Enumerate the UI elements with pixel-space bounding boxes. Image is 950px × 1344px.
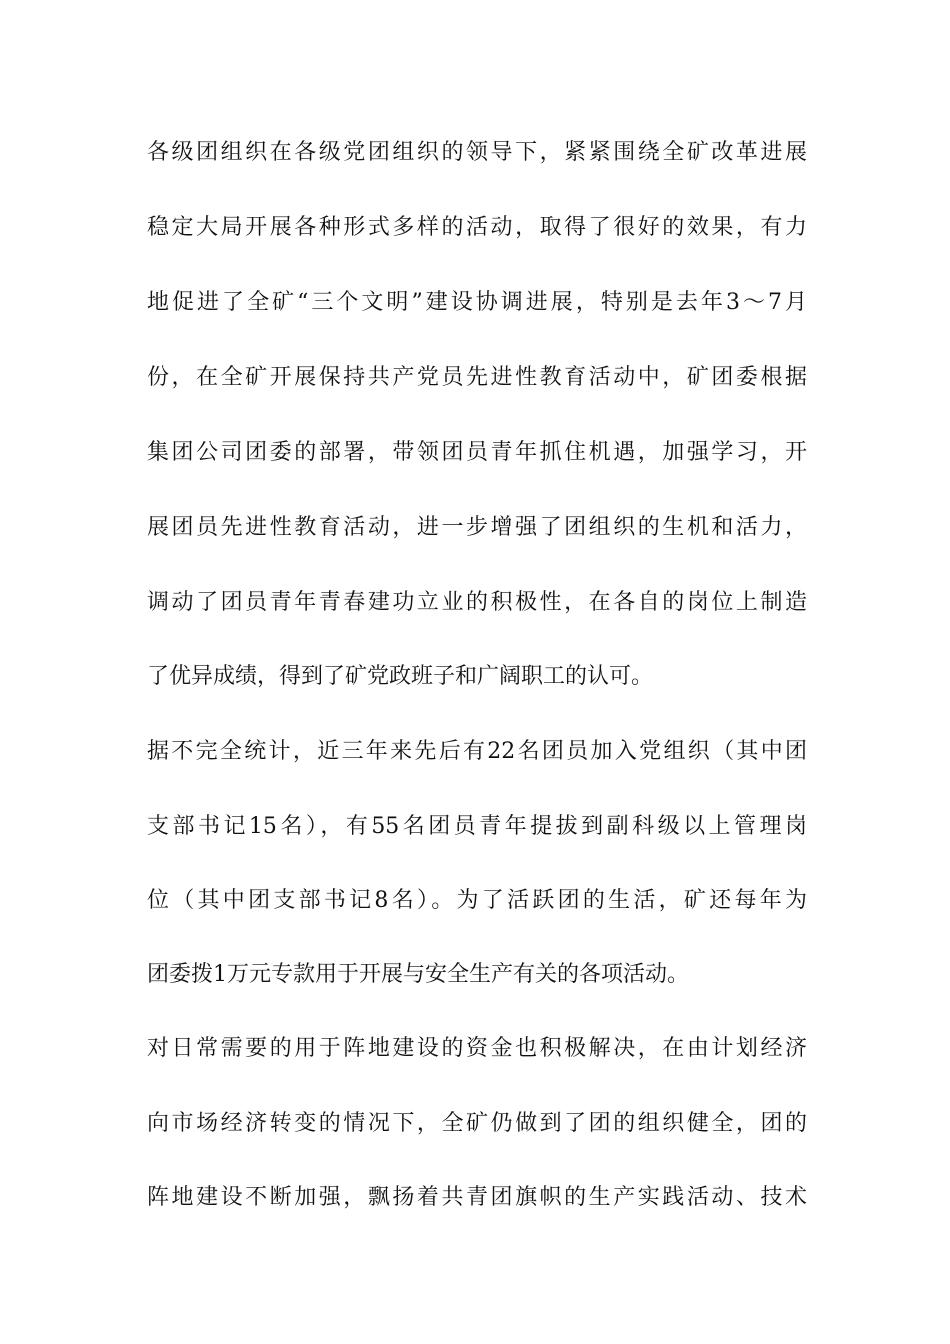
text-line: 份，在全矿开展保持共产党员先进性教育活动中，矿团委根据: [147, 365, 807, 390]
text-line: 阵地建设不断加强，飘扬着共青团旗帜的生产实践活动、技术: [147, 1185, 807, 1210]
text-line: 向市场经济转变的情况下，全矿仍做到了团的组织健全，团的: [147, 1111, 807, 1136]
text-line: 展团员先进性教育活动，进一步增强了团组织的生机和活力，: [147, 515, 807, 540]
text-line: 集团公司团委的部署，带领团员青年抓住机遇，加强学习，开: [147, 440, 807, 465]
text-line: 地促进了全矿“三个文明”建设协调进展，特别是去年3～7月: [147, 290, 807, 315]
text-line: 各级团组织在各级党团组织的领导下，紧紧围绕全矿改革进展: [147, 140, 807, 165]
text-line: 对日常需要的用于阵地建设的资金也积极解决，在由计划经济: [147, 1036, 807, 1061]
text-line: 支部书记15名），有55名团员青年提拔到副科级以上管理岗: [147, 814, 807, 839]
text-line: 据不完全统计，近三年来先后有22名团员加入党组织（其中团: [147, 739, 807, 764]
text-line: 团委拨1万元专款用于开展与安全生产有关的各项活动。: [147, 962, 689, 987]
text-line: 位（其中团支部书记8名）。为了活跃团的生活，矿还每年为: [147, 888, 807, 913]
text-line: 稳定大局开展各种形式多样的活动，取得了很好的效果，有力: [147, 215, 807, 240]
text-line: 调动了团员青年青春建功立业的积极性，在各自的岗位上制造: [147, 590, 807, 615]
text-line: 了优异成绩，得到了矿党政班子和广阔职工的认可。: [147, 664, 654, 689]
